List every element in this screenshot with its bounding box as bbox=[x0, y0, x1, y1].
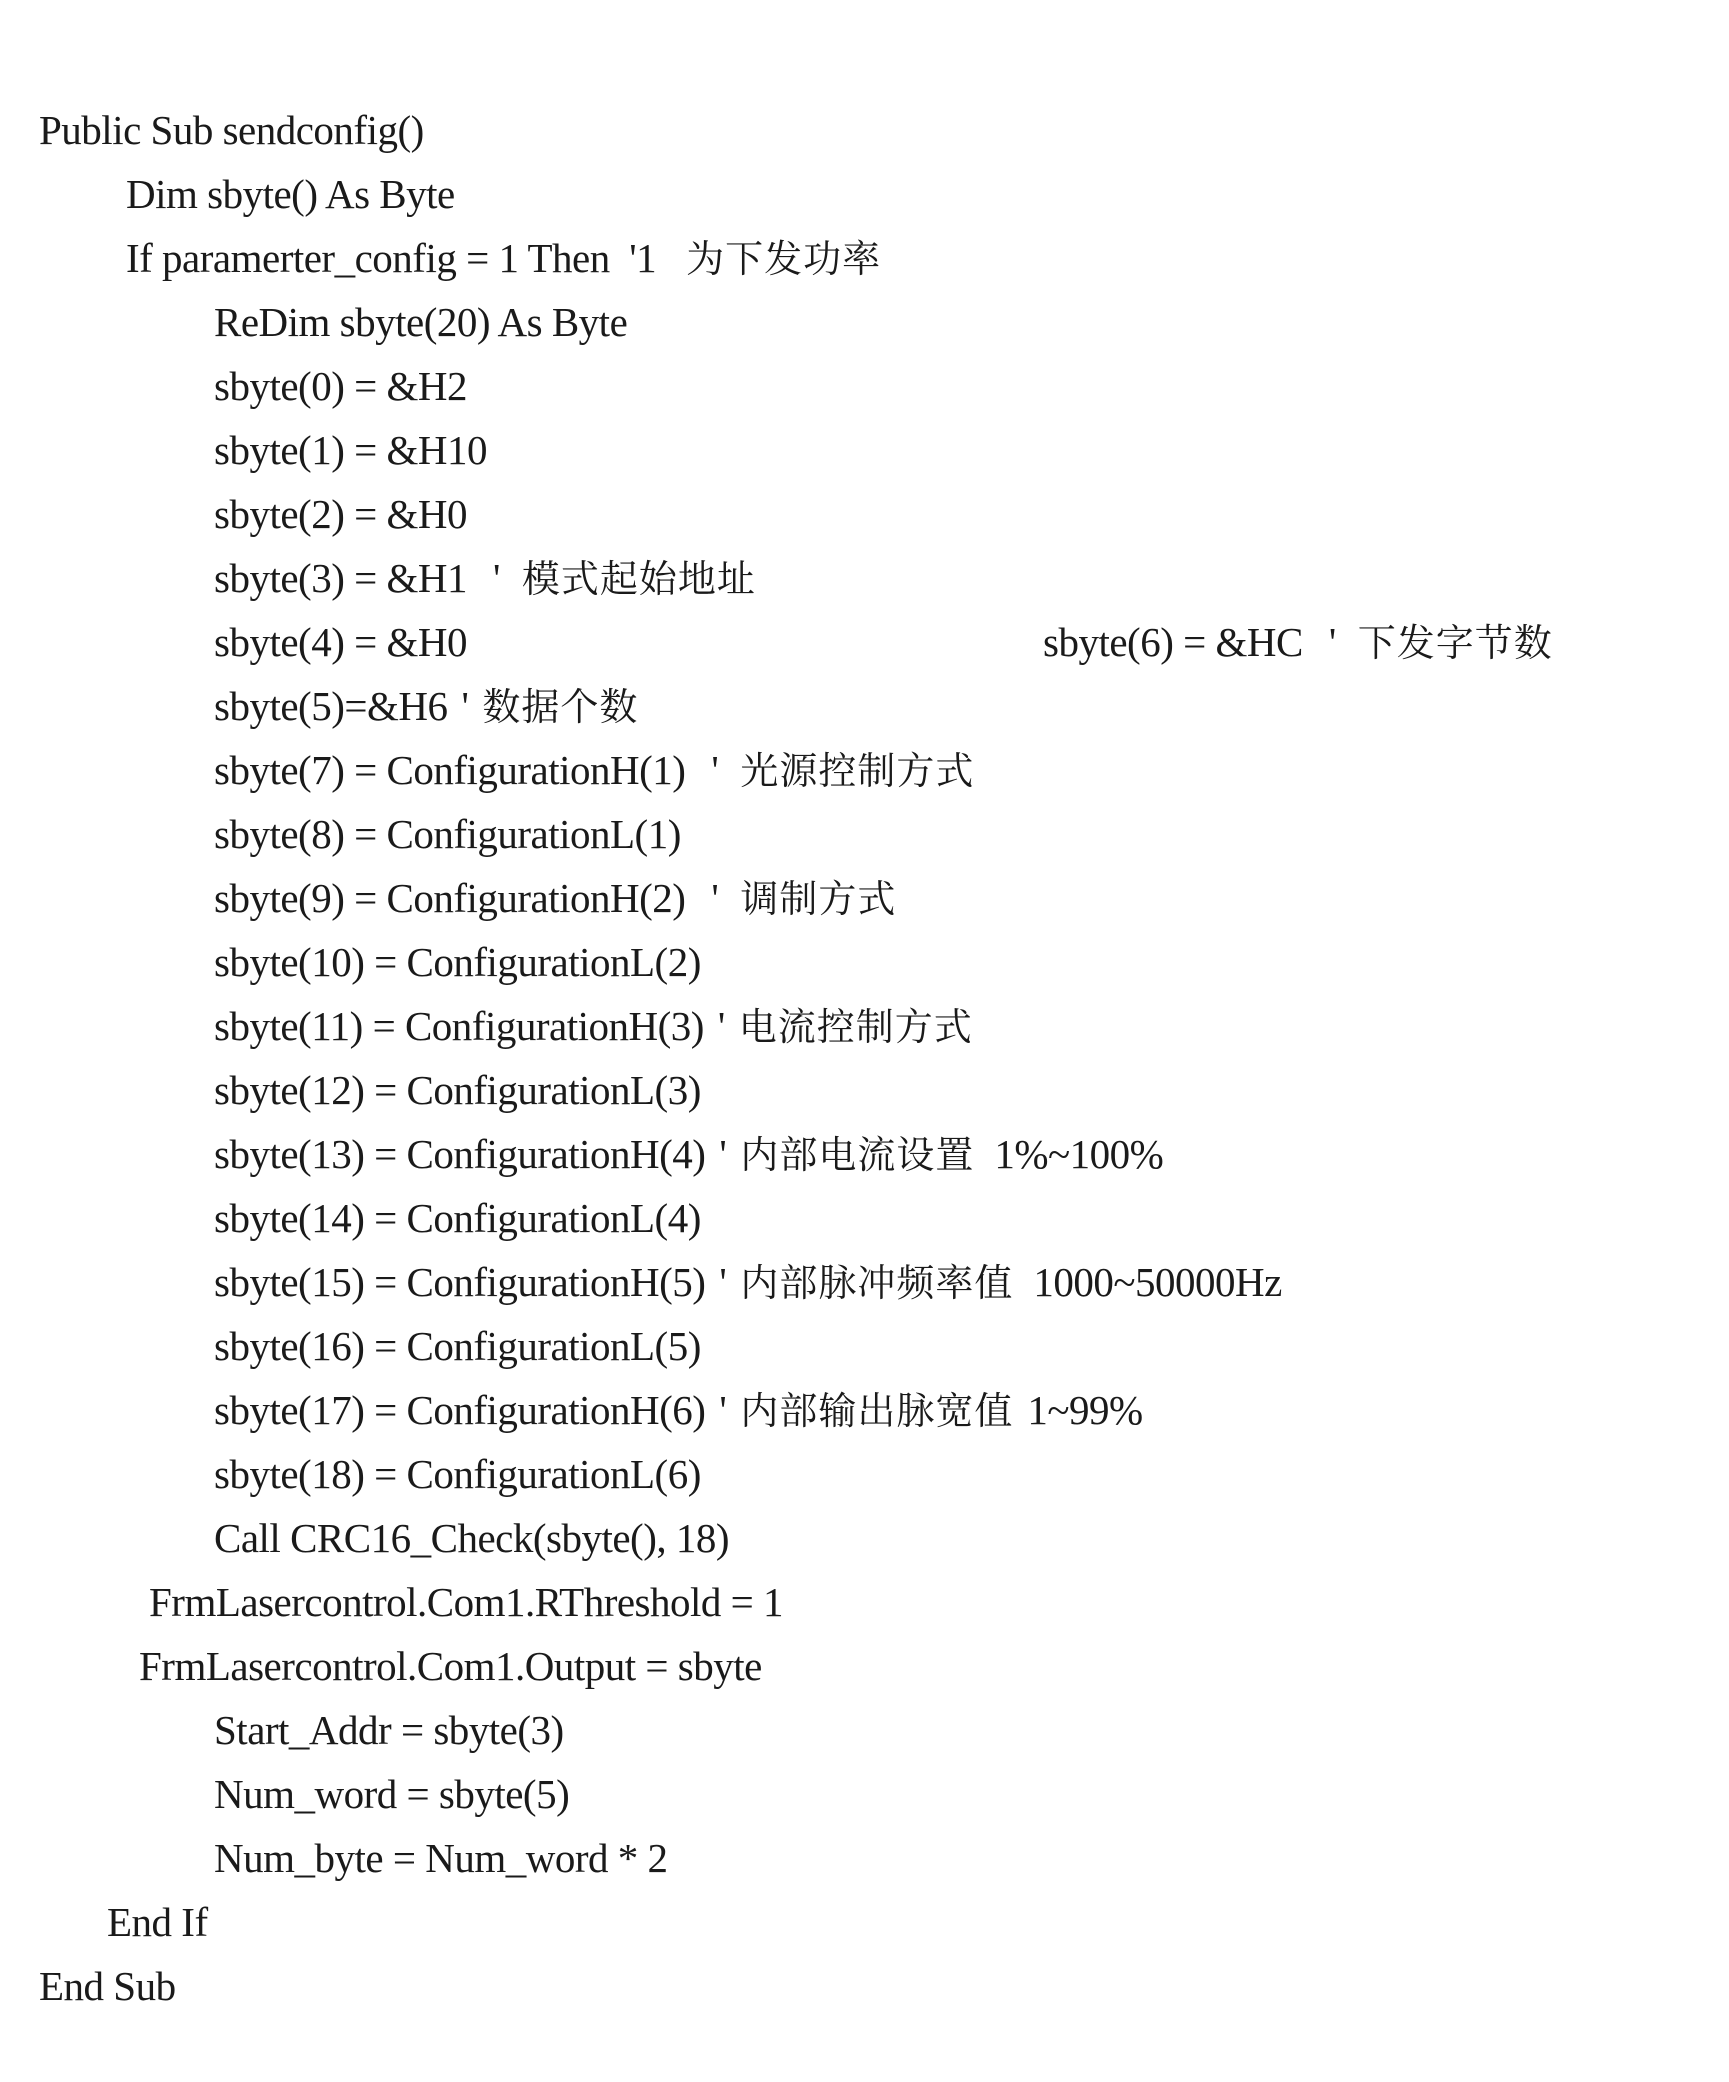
code-text: sbyte(16) = ConfigurationL(5) bbox=[214, 1323, 701, 1369]
code-comment: 模式起始地址 bbox=[521, 557, 756, 601]
code-comment: 调制方式 bbox=[740, 877, 897, 921]
code-line-sbyte-18 bbox=[175, 1378, 701, 1497]
code-comment: 光源控制方式 bbox=[740, 749, 975, 793]
code-text: sbyte(11) = ConfigurationH(3) bbox=[214, 1003, 704, 1049]
code-text: ReDim sbyte(20) As Byte bbox=[214, 299, 628, 345]
comment-marker: ' bbox=[719, 1131, 727, 1177]
code-text: If paramerter_config = 1 Then '1 bbox=[126, 235, 657, 281]
code-text: sbyte(3) = &H1 bbox=[214, 555, 467, 601]
code-line-num-word bbox=[175, 1698, 570, 1817]
code-line-sbyte-13 bbox=[175, 1058, 1164, 1177]
code-text: sbyte(14) = ConfigurationL(4) bbox=[214, 1195, 701, 1241]
code-text: Public Sub sendconfig() bbox=[39, 107, 424, 153]
code-text: sbyte(0) = &H2 bbox=[214, 363, 467, 409]
code-comment: 内部脉冲频率值 bbox=[740, 1261, 1014, 1305]
comment-marker: ' bbox=[717, 1003, 725, 1049]
code-comment: 下发字节数 bbox=[1357, 621, 1553, 665]
code-line-sbyte-16 bbox=[175, 1250, 701, 1369]
code-line-output bbox=[100, 1570, 762, 1689]
code-text: sbyte(15) = ConfigurationH(5) bbox=[214, 1259, 706, 1305]
code-line-sbyte-2 bbox=[175, 418, 467, 537]
code-comment-range: 1000~50000Hz bbox=[1033, 1259, 1282, 1305]
code-line-start-addr bbox=[175, 1634, 564, 1753]
code-text: Start_Addr = sbyte(3) bbox=[214, 1707, 564, 1753]
code-line-sbyte-11 bbox=[175, 930, 973, 1049]
code-text: Num_word = sbyte(5) bbox=[214, 1771, 570, 1817]
comment-marker: ' bbox=[1328, 619, 1336, 665]
code-text: sbyte(8) = ConfigurationL(1) bbox=[214, 811, 681, 857]
code-text: sbyte(13) = ConfigurationH(4) bbox=[214, 1131, 706, 1177]
code-text: sbyte(1) = &H10 bbox=[214, 427, 487, 473]
code-comment: 内部输出脉宽值 bbox=[740, 1389, 1014, 1433]
code-line-end-sub bbox=[0, 1890, 176, 2009]
comment-marker: ' bbox=[461, 683, 469, 729]
code-text: sbyte(6) = &HC bbox=[1043, 619, 1303, 665]
code-text: sbyte(17) = ConfigurationH(6) bbox=[214, 1387, 706, 1433]
code-listing bbox=[0, 34, 1729, 2014]
code-line-sbyte-14 bbox=[175, 1122, 701, 1241]
code-text: Dim sbyte() As Byte bbox=[126, 171, 455, 217]
code-line-call-crc16 bbox=[175, 1442, 730, 1561]
code-text: End Sub bbox=[39, 1963, 176, 2009]
code-text: sbyte(10) = ConfigurationL(2) bbox=[214, 939, 701, 985]
code-line-sbyte-0 bbox=[175, 290, 467, 409]
code-text: sbyte(2) = &H0 bbox=[214, 491, 467, 537]
code-second-column bbox=[1043, 610, 1553, 675]
code-line-rthreshold bbox=[110, 1506, 784, 1625]
code-comment-range: 1~99% bbox=[1027, 1387, 1143, 1433]
code-line-sbyte-8 bbox=[175, 738, 681, 857]
code-text: sbyte(5)=&H6 bbox=[214, 683, 448, 729]
code-line-redim bbox=[175, 226, 628, 345]
code-comment: 电流控制方式 bbox=[738, 1005, 973, 1049]
comment-marker: ' bbox=[492, 555, 500, 601]
code-comment: 数据个数 bbox=[482, 685, 639, 729]
code-comment: 内部电流设置 bbox=[740, 1133, 975, 1177]
code-text: sbyte(4) = &H0 bbox=[214, 619, 467, 665]
code-text: End If bbox=[107, 1899, 208, 1945]
comment-marker: ' bbox=[719, 1387, 727, 1433]
code-line-dim bbox=[87, 98, 455, 217]
code-text: sbyte(7) = ConfigurationH(1) bbox=[214, 747, 686, 793]
code-line-sbyte-4 bbox=[175, 546, 467, 665]
code-line-sbyte-10 bbox=[175, 866, 701, 985]
code-text: Num_byte = Num_word * 2 bbox=[214, 1835, 668, 1881]
code-line-sub-declaration bbox=[0, 34, 424, 153]
code-line-num-byte bbox=[175, 1762, 668, 1881]
code-line-if bbox=[87, 162, 882, 281]
code-text: sbyte(18) = ConfigurationL(6) bbox=[214, 1451, 701, 1497]
code-line-sbyte-17 bbox=[175, 1314, 1143, 1433]
code-comment: 为下发功率 bbox=[686, 237, 882, 281]
code-line-sbyte-12 bbox=[175, 994, 701, 1113]
code-line-sbyte-3 bbox=[175, 482, 756, 601]
code-text: FrmLasercontrol.Com1.Output = sbyte bbox=[139, 1643, 762, 1689]
code-line-end-if bbox=[68, 1826, 208, 1945]
comment-marker: ' bbox=[711, 875, 719, 921]
comment-marker: ' bbox=[719, 1259, 727, 1305]
code-text: Call CRC16_Check(sbyte(), 18) bbox=[214, 1515, 730, 1561]
code-line-sbyte-5-6 bbox=[175, 610, 1675, 729]
code-line-sbyte-1 bbox=[175, 354, 487, 473]
code-text: sbyte(12) = ConfigurationL(3) bbox=[214, 1067, 701, 1113]
code-comment-range: 1%~100% bbox=[994, 1131, 1164, 1177]
code-line-sbyte-7 bbox=[175, 674, 975, 793]
code-line-sbyte-9 bbox=[175, 802, 897, 921]
comment-marker: ' bbox=[711, 747, 719, 793]
code-line-sbyte-15 bbox=[175, 1186, 1282, 1305]
code-text: FrmLasercontrol.Com1.RThreshold = 1 bbox=[149, 1579, 784, 1625]
code-text: sbyte(9) = ConfigurationH(2) bbox=[214, 875, 686, 921]
